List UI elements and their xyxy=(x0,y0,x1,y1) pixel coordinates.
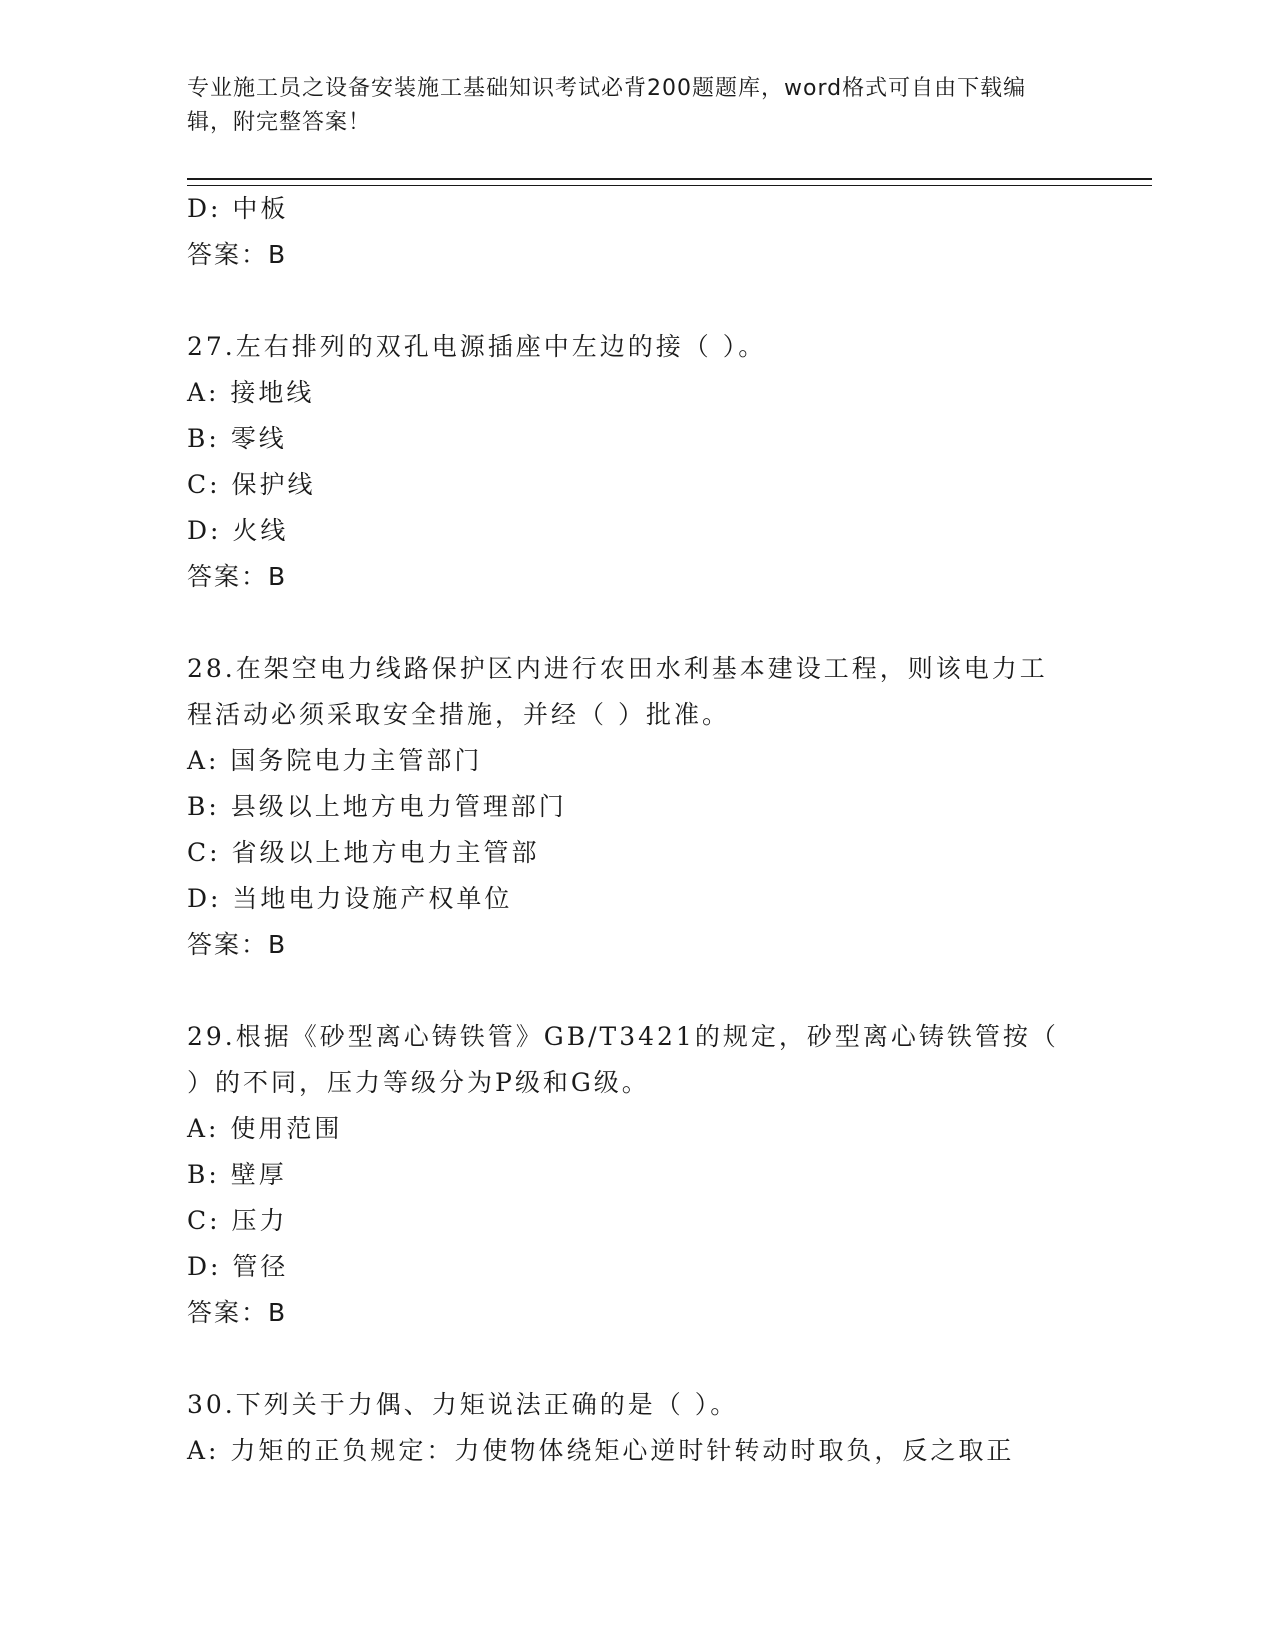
question-stem-line-2: 程活动必须采取安全措施，并经（ ）批准。 xyxy=(187,700,730,729)
option-b: B: 县级以上地方电力管理部门 xyxy=(187,792,567,821)
question-stem-line-2: ）的不同，压力等级分为P级和G级。 xyxy=(187,1068,650,1097)
option-a: A: 使用范围 xyxy=(187,1114,343,1143)
question-stem-line-1: 29.根据《砂型离心铸铁管》GB/T3421的规定，砂型离心铸铁管按（ xyxy=(187,1022,1059,1051)
question-26-tail xyxy=(187,186,1087,278)
header-divider xyxy=(187,178,1152,186)
option-c: C: 省级以上地方电力主管部 xyxy=(187,838,540,867)
question-stem: 27.左右排列的双孔电源插座中左边的接（ ）。 xyxy=(187,332,767,361)
option-a: A: 接地线 xyxy=(187,378,315,407)
option-a: A: 力矩的正负规定：力使物体绕矩心逆时针转动时取负，反之取正 xyxy=(187,1436,1015,1465)
answer: 答案：B xyxy=(187,930,288,959)
answer: 答案：B xyxy=(187,240,288,269)
answer: 答案：B xyxy=(187,1298,288,1327)
option-d: D: 火线 xyxy=(187,516,289,545)
question-27 xyxy=(187,324,1087,600)
option-d: D: 中板 xyxy=(187,194,289,223)
question-28 xyxy=(187,646,1087,968)
option-b: B: 零线 xyxy=(187,424,287,453)
question-30 xyxy=(187,1382,1087,1474)
option-d: D: 管径 xyxy=(187,1252,289,1281)
option-a: A: 国务院电力主管部门 xyxy=(187,746,483,775)
answer: 答案：B xyxy=(187,562,288,591)
question-29 xyxy=(187,1014,1087,1336)
option-c: C: 保护线 xyxy=(187,470,316,499)
document-header: 专业施工员之设备安装施工基础知识考试必背200题题库，word格式可自由下载编辑，附完整答案！ xyxy=(187,76,1027,135)
question-stem-line-1: 28.在架空电力线路保护区内进行农田水利基本建设工程，则该电力工 xyxy=(187,654,1048,683)
option-b: B: 壁厚 xyxy=(187,1160,287,1189)
option-c: C: 压力 xyxy=(187,1206,288,1235)
document-body xyxy=(187,186,1087,1474)
question-stem: 30.下列关于力偶、力矩说法正确的是（ ）。 xyxy=(187,1390,739,1419)
option-d: D: 当地电力设施产权单位 xyxy=(187,884,513,913)
